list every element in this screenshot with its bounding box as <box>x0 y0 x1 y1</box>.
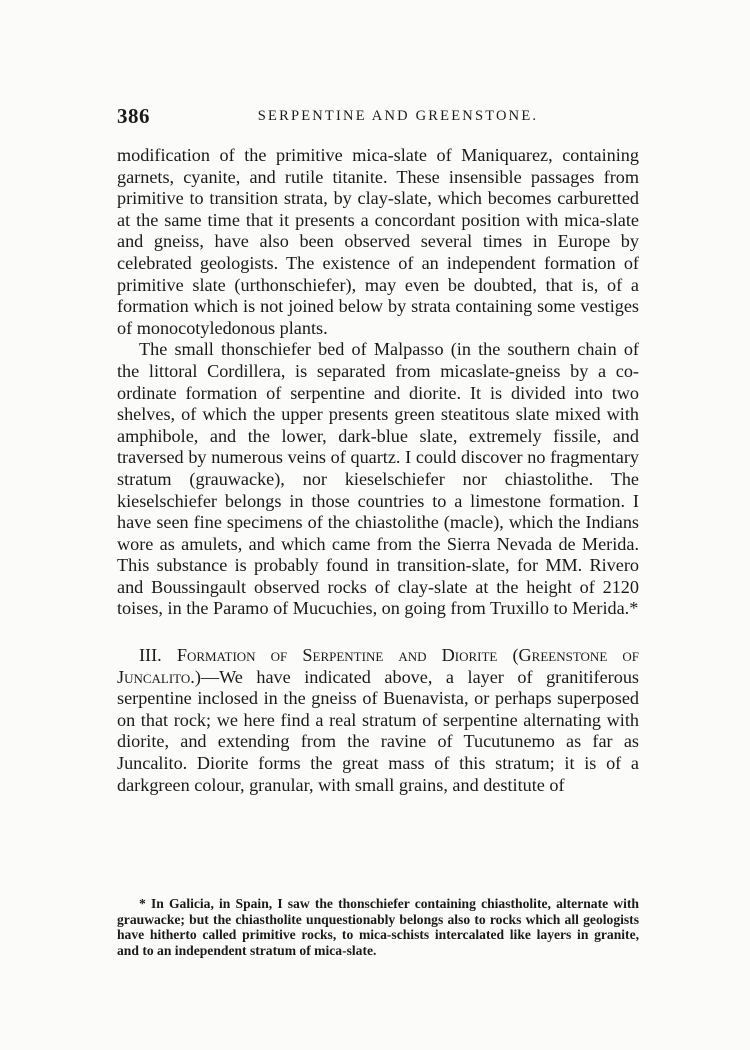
section-number: III. <box>139 645 162 666</box>
page-number: 386 <box>117 104 150 128</box>
page-header <box>117 104 639 130</box>
body-text <box>117 145 639 796</box>
paragraph-malpasso: The small thonschiefer bed of Malpasso (in the southern chain of the littoral Cordillera, is separated from micaslate-gneiss by a co-ordinate formation of serpentine and diorite. It is divided into two shelves, of which the upper presents green steatitous slate mixed with amphibole, and the lower, dark-blue slate, extremely fissile, and traversed by numerous veins of quartz. I could discover no fragmentary stratum (grauwacke), nor kieselschiefer nor chiastolithe. The kieselschiefer belongs in those countries to a limestone formation. I have seen fine specimens of the chiastolithe (macle), which the Indians wore as amulets, and which came from the Sierra Nevada de Merida. This substance is probably found in transition-slate, for MM. Rivero and Boussingault observed rocks of clay-slate at the height of 2120 toises, in the Paramo of Mucuchies, on going from Truxillo to Merida.* <box>117 339 639 619</box>
footnote-text: * In Galicia, in Spain, I saw the thonschiefer containing chiastholite, alternate with grauwacke; but the chiastholite unquestionably belongs also to rocks which all geologists have hitherto called primitive rocks, to mica-schists intercalated like layers in granite, and to an independent stratum of mica-slate. <box>117 896 639 958</box>
section-iii <box>117 645 639 796</box>
running-title: SERPENTINE AND GREENSTONE. <box>257 108 539 124</box>
paragraph-continuation: modification of the primitive mica-slate of Maniquarez, containing garnets, cyanite, and rutile titanite. These insensible passages from primitive to transition strata, by clay-slate, which becomes carburetted at the same time that it presents a concordant position with mica-slate and gneiss, have also been observed several times in Europe by celebrated geologists. The existence of an independent formation of primitive slate (urthonschiefer), may even be doubted, that is, of a formation which is not joined below by strata containing some vestiges of monocotyledonous plants. <box>117 145 639 338</box>
section-text: —We have indicated above, a layer of granitiferous serpentine inclosed in the gneiss of Buenavista, or perhaps superposed on that rock; we here find a real stratum of serpentine alternating with diorite, and extending from the ravine of Tucutunemo as far as Juncalito. Diorite forms the great mass of this stratum; it is of a darkgreen colour, granular, with small grains, and destitute of <box>117 666 639 795</box>
section-heading: Formation of Serpentine and Diorite (Greenstone of Juncalito.) <box>117 645 639 687</box>
footnote <box>117 896 639 958</box>
